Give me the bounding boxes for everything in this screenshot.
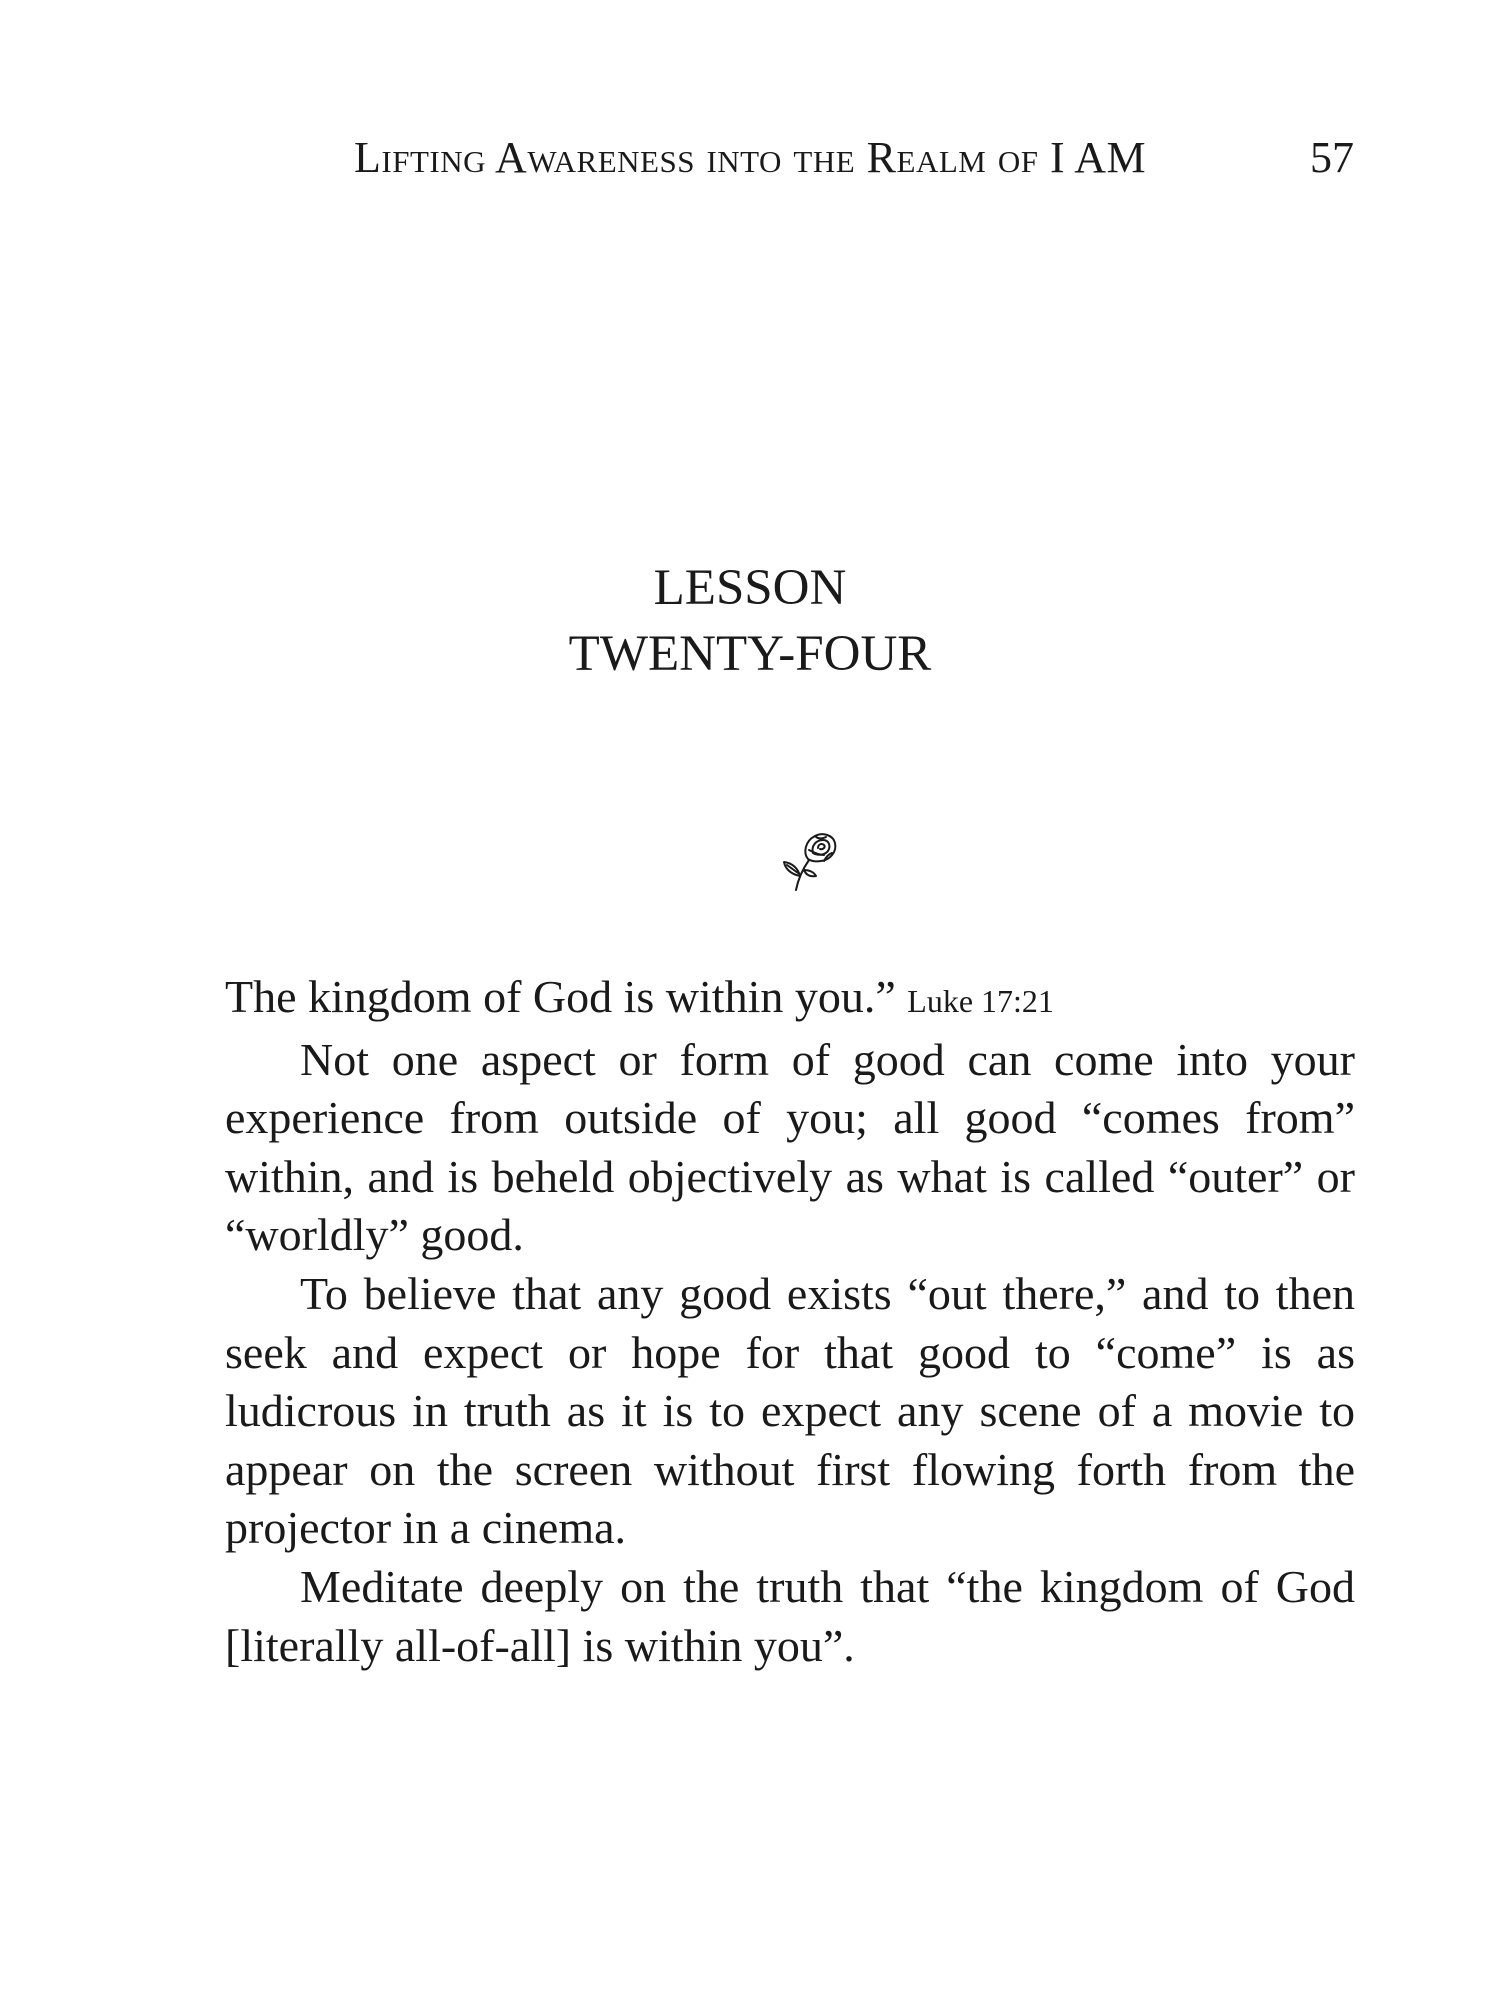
- paragraph-2: To believe that any good exists “out there,” and to then seek and expect or hope for that good to “come” is as ludicrous in truth as it is to expect any scene of a movie to appear on the screen without first flowing forth from the projector in a cinema.: [225, 1267, 1355, 1554]
- lesson-heading: [0, 555, 1500, 687]
- paragraph-1: Not one aspect or form of good can come into your experience from outside of you; all good “comes from” within, and is beheld objectively as what is called “outer” or “worldly” good.: [225, 1033, 1355, 1261]
- scripture-citation: Luke 17:21: [907, 983, 1054, 1019]
- lesson-heading-line-2: TWENTY-FOUR: [568, 626, 932, 682]
- lesson-heading-line-1: LESSON: [653, 560, 847, 616]
- paragraph-3: Meditate deeply on the truth that “the kingdom of God [literally all-of-all] is within you”.: [225, 1560, 1355, 1671]
- epigraph: [225, 968, 1355, 1031]
- running-title: Lifting Awareness into the Realm of I AM: [354, 133, 1147, 182]
- rose-flower-icon: [778, 826, 840, 892]
- epigraph-quote: The kingdom of God is within you.”: [225, 971, 896, 1022]
- page-number: 57: [1310, 133, 1354, 182]
- body-text: [225, 968, 1355, 1675]
- running-header: [354, 132, 1354, 192]
